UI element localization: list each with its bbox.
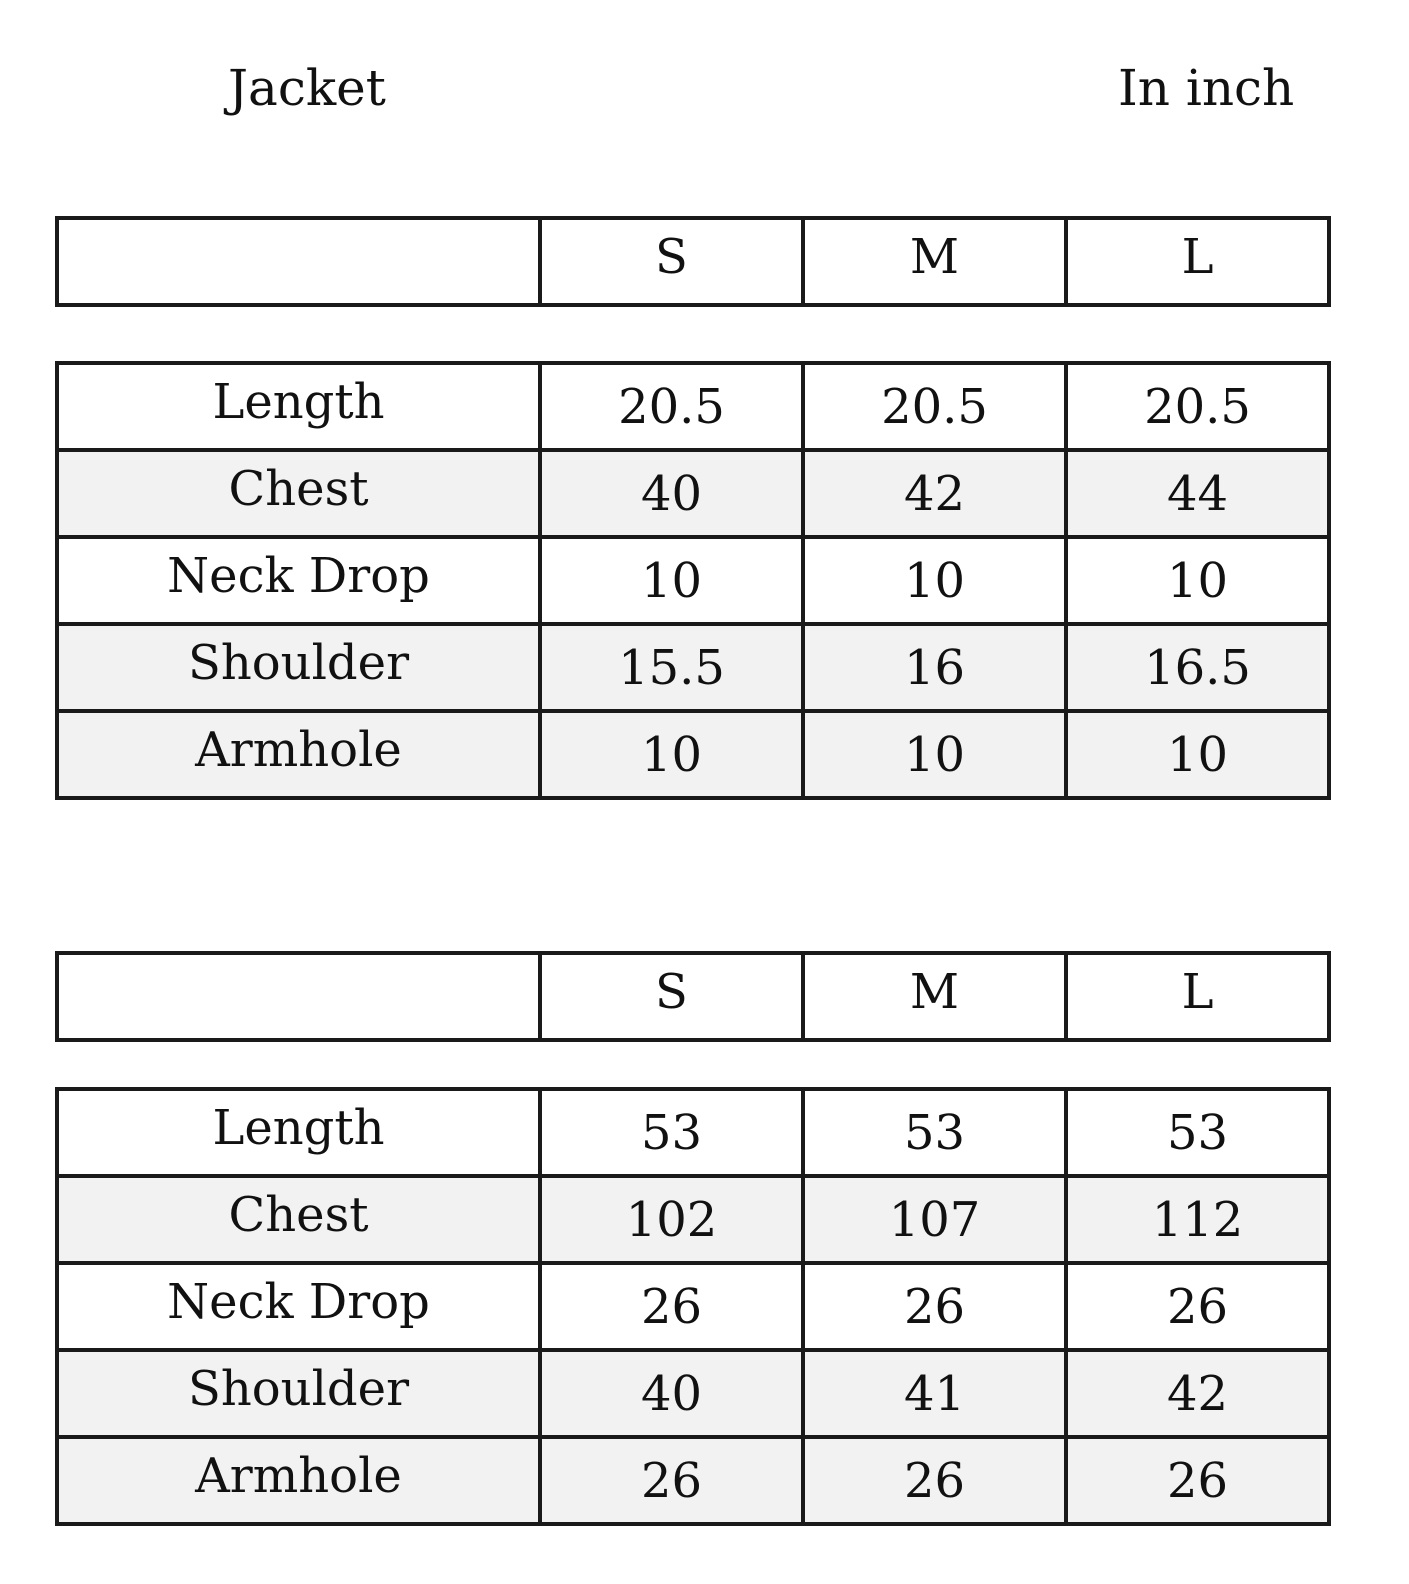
value-cell: 26 (1066, 1437, 1329, 1524)
measurement-label: Armhole (57, 711, 540, 798)
table-row (57, 1089, 1329, 1176)
measurement-label: Chest (57, 450, 540, 537)
size-cell: S (540, 218, 803, 305)
empty-header-cell (57, 953, 540, 1040)
value-cell: 10 (1066, 711, 1329, 798)
value-cell: 20.5 (803, 363, 1066, 450)
size-cell: M (803, 218, 1066, 305)
table-row (57, 363, 1329, 450)
value-cell: 53 (803, 1089, 1066, 1176)
measurement-table-2 (55, 1087, 1331, 1526)
value-cell: 16 (803, 624, 1066, 711)
value-cell: 40 (540, 1350, 803, 1437)
value-cell: 42 (1066, 1350, 1329, 1437)
value-cell: 26 (540, 1437, 803, 1524)
table-row (57, 1350, 1329, 1437)
value-cell: 16.5 (1066, 624, 1329, 711)
size-cell: L (1066, 953, 1329, 1040)
value-cell: 20.5 (1066, 363, 1329, 450)
value-cell: 53 (1066, 1089, 1329, 1176)
value-cell: 26 (803, 1263, 1066, 1350)
table-row (57, 711, 1329, 798)
table-row (57, 537, 1329, 624)
empty-header-cell (57, 218, 540, 305)
value-cell: 10 (1066, 537, 1329, 624)
value-cell: 10 (803, 537, 1066, 624)
value-cell: 42 (803, 450, 1066, 537)
measurement-label: Length (57, 1089, 540, 1176)
value-cell: 26 (1066, 1263, 1329, 1350)
value-cell: 26 (540, 1263, 803, 1350)
value-cell: 107 (803, 1176, 1066, 1263)
size-header-table-2 (55, 951, 1331, 1042)
measurement-label: Armhole (57, 1437, 540, 1524)
value-cell: 112 (1066, 1176, 1329, 1263)
value-cell: 41 (803, 1350, 1066, 1437)
table-row (57, 1176, 1329, 1263)
value-cell: 10 (540, 711, 803, 798)
measurement-label: Shoulder (57, 624, 540, 711)
unit-label: In inch (1118, 59, 1295, 117)
size-cell: L (1066, 218, 1329, 305)
value-cell: 40 (540, 450, 803, 537)
size-header-table-1 (55, 216, 1331, 307)
table-row (57, 450, 1329, 537)
value-cell: 10 (803, 711, 1066, 798)
measurement-label: Chest (57, 1176, 540, 1263)
value-cell: 20.5 (540, 363, 803, 450)
measurement-label: Neck Drop (57, 1263, 540, 1350)
size-header-row (57, 953, 1329, 1040)
measurement-table-1 (55, 361, 1331, 800)
page-title: Jacket (228, 59, 386, 117)
value-cell: 15.5 (540, 624, 803, 711)
value-cell: 102 (540, 1176, 803, 1263)
value-cell: 44 (1066, 450, 1329, 537)
table-row (57, 1437, 1329, 1524)
value-cell: 26 (803, 1437, 1066, 1524)
table-row (57, 624, 1329, 711)
value-cell: 53 (540, 1089, 803, 1176)
measurement-label: Shoulder (57, 1350, 540, 1437)
value-cell: 10 (540, 537, 803, 624)
measurement-label: Neck Drop (57, 537, 540, 624)
size-header-row (57, 218, 1329, 305)
size-cell: M (803, 953, 1066, 1040)
measurement-label: Length (57, 363, 540, 450)
size-cell: S (540, 953, 803, 1040)
table-row (57, 1263, 1329, 1350)
